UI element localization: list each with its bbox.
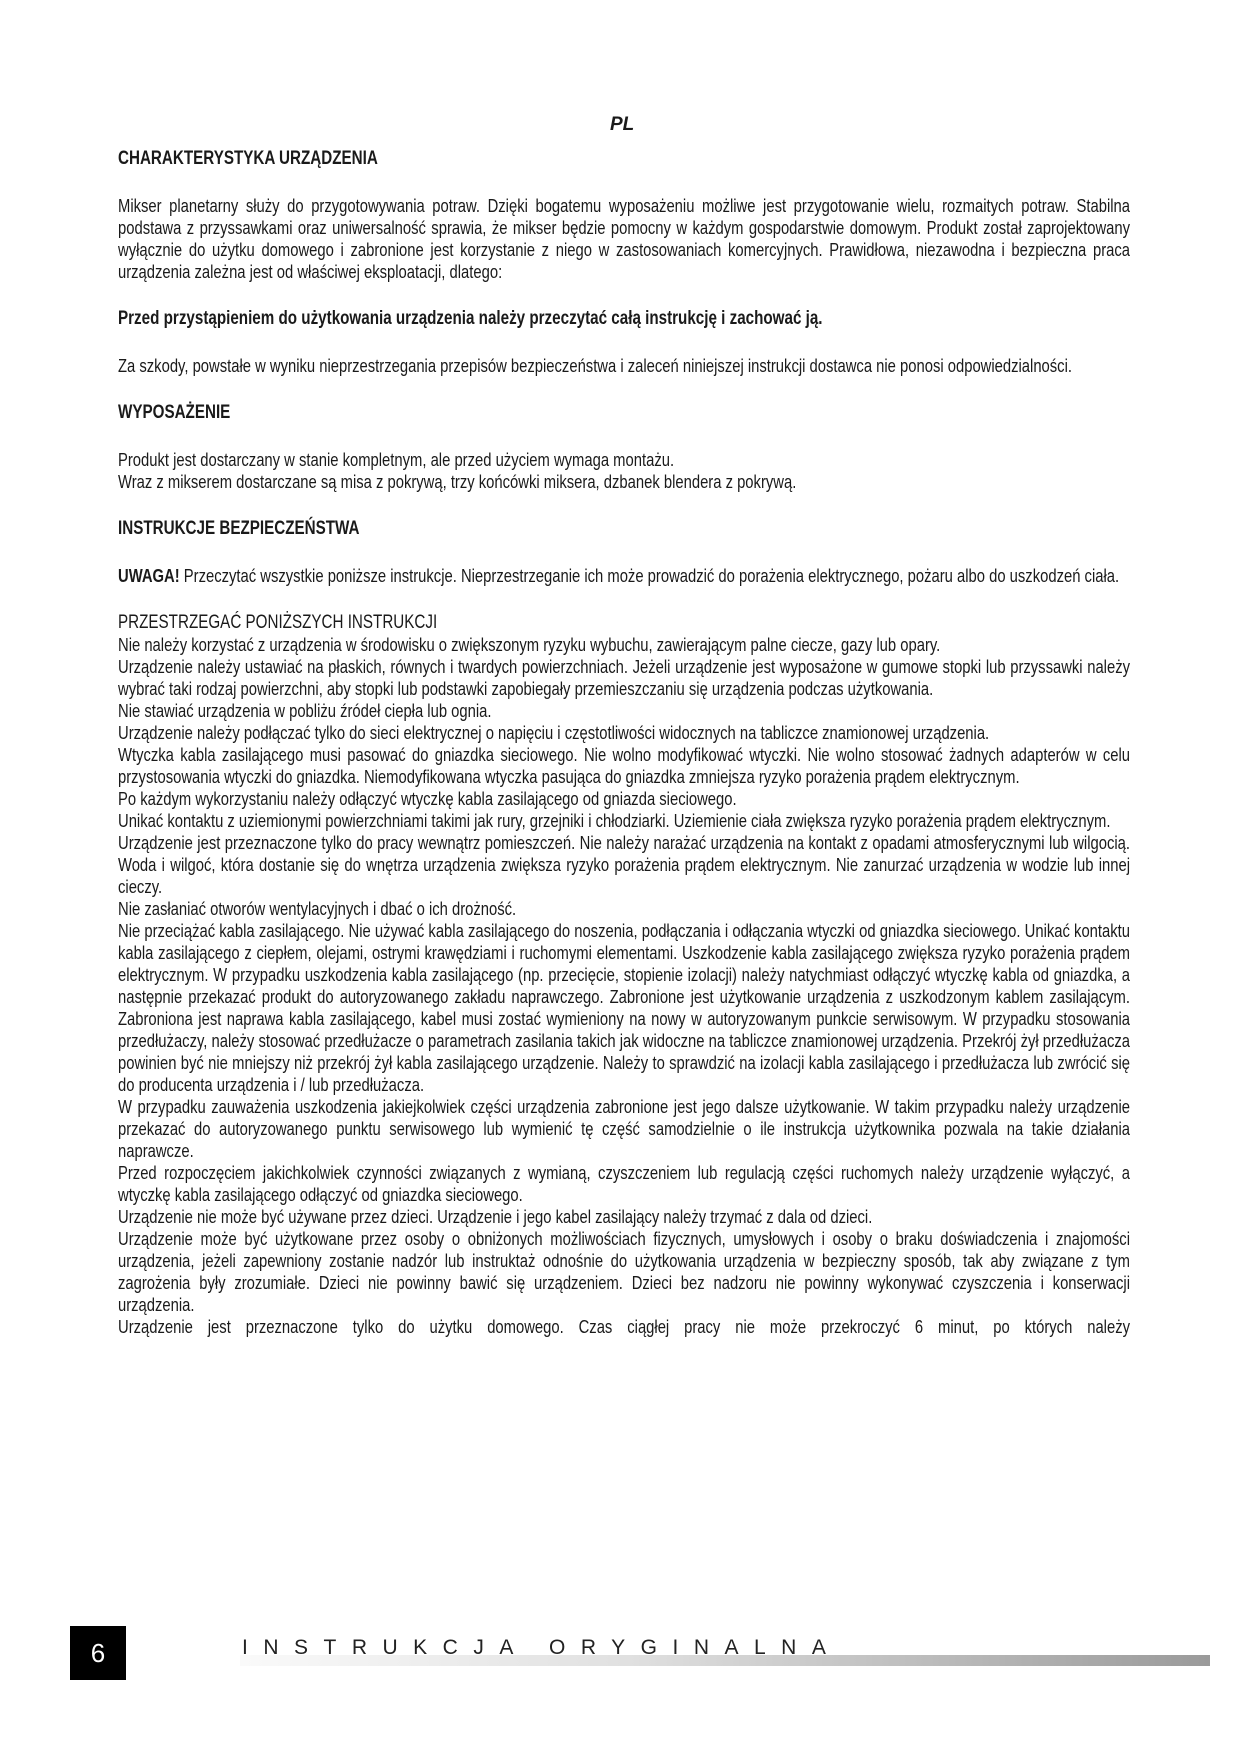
list-item: Urządzenie należy podłączać tylko do sieci elektrycznej o napięciu i częstotliwości widocznych na tabliczce znamionowej urządzenia.: [118, 722, 990, 743]
document-body: [118, 148, 1130, 1338]
equipment-line: Wraz z mikserem dostarczane są misa z pokrywą, trzy końcówki miksera, dzbanek blendera z pokrywą.: [118, 471, 797, 492]
list-item: Urządzenie może być użytkowane przez osoby o obniżonych możliwościach fizycznych, umysłowych i osoby o braku doświadczenia i znajomości urządzenia, jeżeli zapewniony zostanie nadzór lub instruktaż odnośnie do użytkowania urządzenia w bezpieczny sposób, tak aby związane z tym zagrożenia były zrozumiałe. Dzieci nie powinny bawić się urządzeniem. Dzieci bez nadzoru nie powinny wykonywać czyszczenia i konserwacji urządzenia.: [118, 1228, 1130, 1315]
language-code: PL: [610, 114, 635, 135]
safety-instructions-list: [118, 634, 1130, 1338]
list-item: Nie przeciążać kabla zasilającego. Nie używać kabla zasilającego do noszenia, podłączania i odłączania wtyczki od gniazdka sieciowego. Unikać kontaktu kabla zasilającego z ciepłem, olejami, ostrymi krawędziami i ruchomymi elementami. Uszkodzenie kabla zasilającego zwiększa ryzyko porażenia prądem elektrycznym. W przypadku uszkodzenia kabla zasilającego (np. przecięcie, stopienie izolacji) należy natychmiast odłączyć wtyczkę kabla od gniazdka, a następnie przekazać produkt do autoryzowanego zakładu naprawczego. Zabronione jest użytkowanie urządzenia z uszkodzonym kablem zasilającym. Zabroniona jest naprawa kabla zasilającego, kabel musi zostać wymieniony na nowy w autoryzowanym punkcie serwisowym. W przypadku stosowania przedłużaczy, należy stosować przedłużacze o parametrach zasilania takich jak widoczne na tabliczce znamionowej urządzenia. Przekrój żył przedłużacza powinien być nie mniejszy niż przekrój żył kabla zasilającego urządzenie. Należy to sprawdzić na izolacji kabla zasilającego i przedłużacza lub zwrócić się do producenta urządzenia i / lub przedłużacza.: [118, 920, 1130, 1095]
list-item: Urządzenie nie może być używane przez dzieci. Urządzenie i jego kabel zasilający należy trzymać z dala od dzieci.: [118, 1206, 873, 1227]
page-number: 6: [70, 1626, 126, 1680]
list-item: Po każdym wykorzystaniu należy odłączyć wtyczkę kabla zasilającego od gniazda sieciowego.: [118, 788, 737, 809]
list-item: Urządzenie należy ustawiać na płaskich, równych i twardych powierzchniach. Jeżeli urządzenie jest wyposażone w gumowe stopki lub przyssawki należy wybrać taki rodzaj powierzchni, aby stopki lub podstawki zapobiegały przemieszczaniu się urządzenia podczas użytkowania.: [118, 656, 1130, 699]
list-item: Nie należy korzystać z urządzenia w środowisku o zwiększonym ryzyku wybuchu, zawierającym palne ciecze, gazy lub opary.: [118, 634, 941, 655]
list-item: Unikać kontaktu z uziemionymi powierzchniami takimi jak rury, grzejniki i chłodziarki. Uziemienie ciała zwiększa ryzyko porażenia prądem elektrycznym.: [118, 810, 1111, 831]
safety-warning-paragraph: [118, 565, 1130, 587]
list-item: W przypadku zauważenia uszkodzenia jakiejkolwiek części urządzenia zabronione jest jego dalsze użytkowanie. W takim przypadku należy urządzenie przekazać do autoryzowanego punktu serwisowego lub wymienić tę część samodzielnie o ile instrukcja użytkownika pozwala na takie działania naprawcze.: [118, 1096, 1130, 1161]
footer-title: INSTRUKCJA ORYGINALNA: [242, 1636, 842, 1659]
equipment-line: Produkt jest dostarczany w stanie kompletnym, ale przed użyciem wymaga montażu.: [118, 449, 675, 470]
list-item: Przed rozpoczęciem jakichkolwiek czynności związanych z wymianą, czyszczeniem lub regulacją części ruchomych należy urządzenie wyłączyć, a wtyczkę kabla zasilającego odłączyć od gniazdka sieciowego.: [118, 1162, 1130, 1205]
warning-label: UWAGA!: [118, 565, 180, 586]
list-item: Urządzenie jest przeznaczone tylko do użytku domowego. Czas ciągłej pracy nie może przekroczyć 6 minut, po których należy: [118, 1316, 1130, 1337]
list-item: Wtyczka kabla zasilającego musi pasować do gniazdka sieciowego. Nie wolno modyfikować wtyczki. Nie wolno stosować żadnych adapterów w celu przystosowania wtyczki do gniazdka. Niemodyfikowana wtyczka pasująca do gniazdka zmniejsza ryzyko porażenia prądem elektrycznym.: [118, 744, 1130, 787]
warning-text: Przeczytać wszystkie poniższe instrukcje. Nieprzestrzeganie ich może prowadzić do porażenia elektrycznego, pożaru albo do uszkodzeń ciała.: [179, 565, 1120, 586]
section-title-equipment: WYPOSAŻENIE: [118, 402, 231, 423]
list-item: Nie stawiać urządzenia w pobliżu źródeł ciepła lub ognia.: [118, 700, 492, 721]
liability-paragraph: Za szkody, powstałe w wyniku nieprzestrzegania przepisów bezpieczeństwa i zaleceń niniejszej instrukcji dostawca nie ponosi odpowiedzialności.: [118, 355, 1072, 376]
read-instructions-warning: Przed przystąpieniem do użytkowania urządzenia należy przeczytać całą instrukcję i zachować ją.: [118, 308, 823, 329]
safety-subtitle: PRZESTRZEGAĆ PONIŻSZYCH INSTRUKCJI: [118, 612, 438, 633]
characteristics-paragraph: Mikser planetarny służy do przygotowywania potraw. Dzięki bogatemu wyposażeniu możliwe jest przygotowanie wielu, rozmaitych potraw. Stabilna podstawa z przyssawkami oraz uniwersalność sprawia, że mikser będzie pomocny w każdym gospodarstwie domowym. Produkt został zaprojektowany wyłącznie do użytku domowego i zabronione jest korzystanie z niego w zastosowaniach komercyjnych. Prawidłowa, niezawodna i bezpieczna praca urządzenia zależna jest od właściwej eksploatacji, dlatego:: [118, 195, 1130, 282]
section-title-safety: INSTRUKCJE BEZPIECZEŃSTWA: [118, 518, 360, 539]
list-item: Nie zasłaniać otworów wentylacyjnych i dbać o ich drożność.: [118, 898, 517, 919]
section-title-characteristics: CHARAKTERYSTYKA URZĄDZENIA: [118, 148, 378, 169]
list-item: Urządzenie jest przeznaczone tylko do pracy wewnątrz pomieszczeń. Nie należy narażać urządzenia na kontakt z opadami atmosferycznymi lub wilgocią. Woda i wilgoć, która dostanie się do wnętrza urządzenia zwiększa ryzyko porażenia prądem elektrycznym. Nie zanurzać urządzenia w wodzie lub innej cieczy.: [118, 832, 1130, 897]
